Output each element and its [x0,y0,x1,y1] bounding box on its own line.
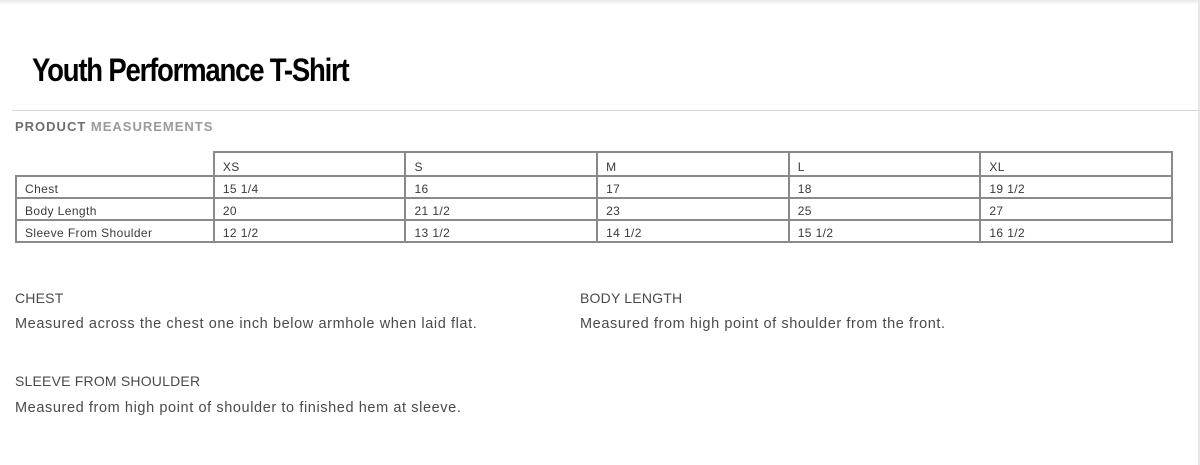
table-cell: 21 1/2 [405,198,597,220]
chest-description: Measured across the chest one inch below armhole when laid flat. [15,316,478,332]
table-row-body-length [16,198,1172,220]
body-length-heading: BODY LENGTH [580,290,683,306]
table-corner-cell [16,152,214,176]
body-length-description: Measured from high point of shoulder from the front. [580,316,946,332]
table-header-row [16,152,1172,176]
title-divider [12,110,1200,111]
sleeve-heading: SLEEVE FROM SHOULDER [15,373,201,389]
table-cell: 12 1/2 [214,220,406,242]
table-cell: 14 1/2 [597,220,789,242]
table-cell: 18 [789,176,981,198]
table-cell: 20 [214,198,406,220]
row-label: Chest [16,176,214,198]
table-cell: 25 [789,198,981,220]
table-cell: 16 1/2 [980,220,1172,242]
table-cell: 23 [597,198,789,220]
row-label: Body Length [16,198,214,220]
table-row-chest [16,176,1172,198]
size-header-m: M [597,152,789,176]
size-header-xs: XS [214,152,406,176]
top-shade [0,0,1200,5]
table-cell: 13 1/2 [405,220,597,242]
chest-heading: CHEST [15,290,64,306]
size-header-l: L [789,152,981,176]
table-row-sleeve [16,220,1172,242]
table-cell: 15 1/4 [214,176,406,198]
row-label: Sleeve From Shoulder [16,220,214,242]
measurements-table [15,151,1173,243]
table-cell: 27 [980,198,1172,220]
section-title-word-2: MEASUREMENTS [90,119,214,134]
table-cell: 19 1/2 [980,176,1172,198]
table-cell: 16 [405,176,597,198]
size-header-xl: XL [980,152,1172,176]
size-header-s: S [405,152,597,176]
section-title-word-1: PRODUCT [15,119,87,134]
page-title: Youth Performance T-Shirt [32,52,349,88]
sleeve-description: Measured from high point of shoulder to finished hem at sleeve. [15,400,462,416]
table-cell: 15 1/2 [789,220,981,242]
table-cell: 17 [597,176,789,198]
section-title [15,119,213,134]
